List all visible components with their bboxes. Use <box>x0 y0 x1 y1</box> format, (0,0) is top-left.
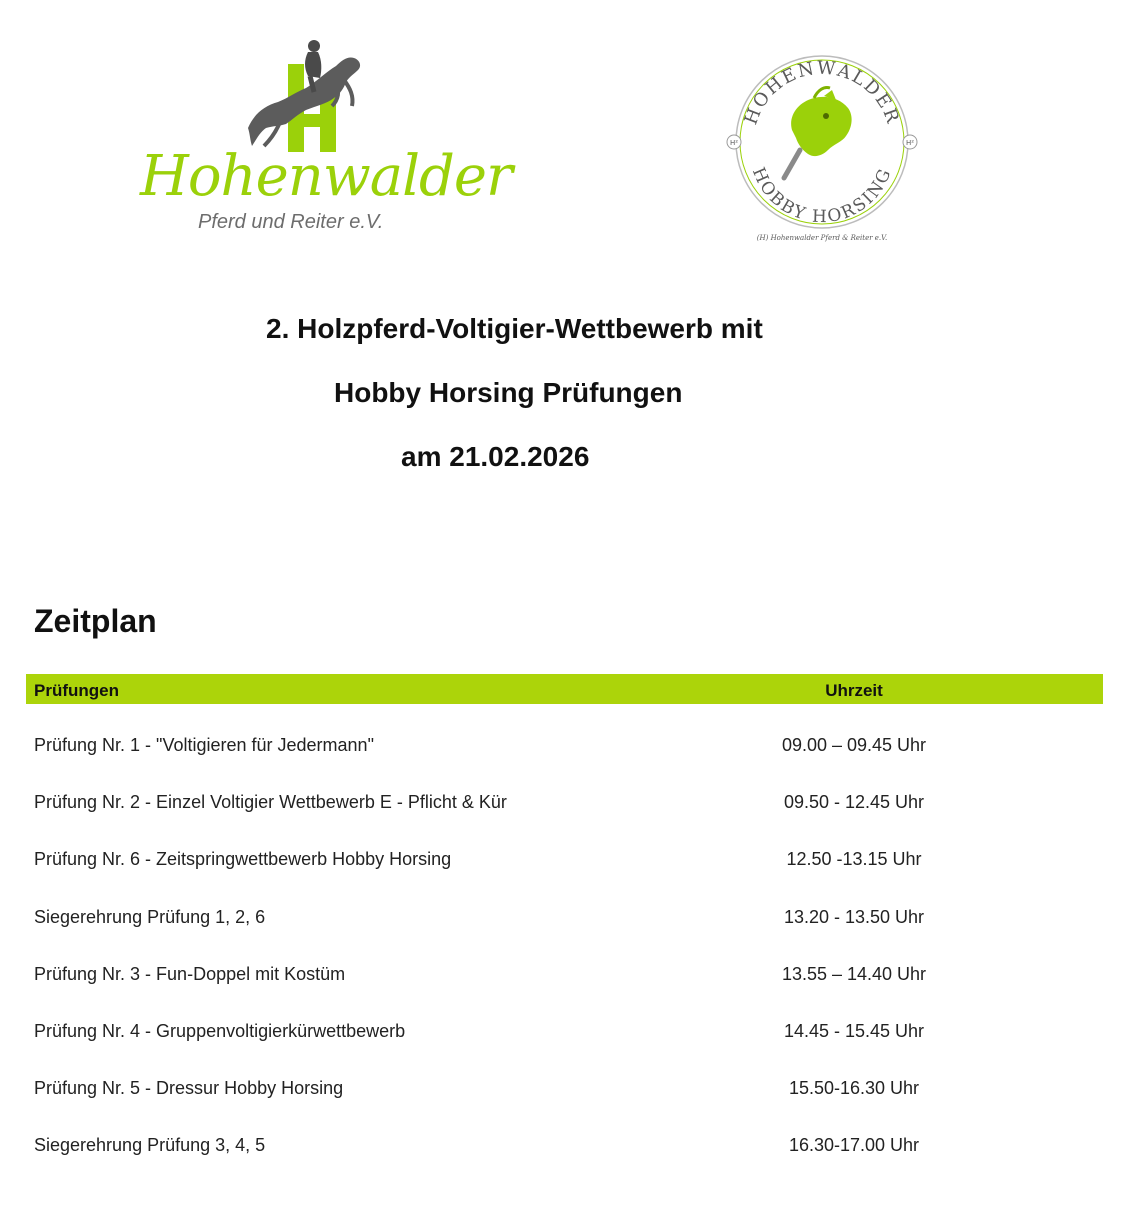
schedule-heading: Zeitplan <box>34 603 157 639</box>
table-row <box>0 1019 1126 1076</box>
event-name: Prüfung Nr. 3 - Fun-Doppel mit Kostüm <box>34 963 346 984</box>
club-logo-name: Hohenwalder <box>140 144 512 209</box>
event-time: 14.45 - 15.45 Uhr <box>783 1020 925 1041</box>
table-row <box>0 847 1126 904</box>
event-time: 09.50 - 12.45 Uhr <box>783 792 925 813</box>
club-logo <box>140 36 512 241</box>
seal-footer: (H) Hohenwalder Pferd & Reiter e.V. <box>756 234 888 242</box>
event-date: am 21.02.2026 <box>401 441 590 472</box>
event-title-line-1: 2. Holzpferd-Voltigier-Wettbewerb mit <box>266 313 763 344</box>
svg-text:HOBBY HORSING <box>748 165 896 228</box>
seal-graphic <box>722 50 922 245</box>
schedule-table-body <box>0 733 1126 1191</box>
event-time: 15.50-16.30 Uhr <box>788 1078 920 1099</box>
event-name: Prüfung Nr. 2 - Einzel Voltigier Wettbewerb E - Pflicht & Kür <box>34 792 507 813</box>
seal-badge-right: H² <box>905 139 915 147</box>
table-row <box>0 905 1126 962</box>
table-row <box>0 962 1126 1019</box>
seal-badge-left: H² <box>729 139 739 147</box>
table-row <box>0 1076 1126 1133</box>
hobby-horsing-seal <box>722 50 922 245</box>
event-name: Prüfung Nr. 4 - Gruppenvoltigierkürwettbewerb <box>34 1020 406 1041</box>
event-time: 16.30-17.00 Uhr <box>788 1135 920 1156</box>
table-row <box>0 733 1126 790</box>
table-row <box>0 790 1126 847</box>
hobby-horse-icon <box>784 87 852 178</box>
event-name: Prüfung Nr. 1 - "Voltigieren für Jedermann" <box>34 735 374 755</box>
event-name: Siegerehrung Prüfung 1, 2, 6 <box>34 906 266 927</box>
event-title-line-2: Hobby Horsing Prüfungen <box>334 377 683 408</box>
event-time: 13.20 - 13.50 Uhr <box>783 906 925 927</box>
seal-bottom-text: HOBBY HORSING <box>747 164 897 228</box>
event-name: Prüfung Nr. 5 - Dressur Hobby Horsing <box>34 1078 344 1099</box>
seal-top-text: HOHENWALDER <box>740 57 904 128</box>
event-name: Siegerehrung Prüfung 3, 4, 5 <box>34 1135 266 1156</box>
event-time: 09.00 – 09.45 Uhr <box>781 735 927 755</box>
club-logo-subtitle: Pferd und Reiter e.V. <box>198 211 384 233</box>
column-header-event: Prüfungen <box>34 681 119 700</box>
column-header-time: Uhrzeit <box>825 681 883 700</box>
event-time: 13.55 – 14.40 Uhr <box>781 963 927 984</box>
schedule-table-header <box>26 674 1103 704</box>
event-name: Prüfung Nr. 6 - Zeitspringwettbewerb Hobby Horsing <box>34 849 452 870</box>
horse-jumper-icon <box>240 36 370 156</box>
event-time: 12.50 -13.15 Uhr <box>786 849 922 870</box>
table-row <box>0 1133 1126 1190</box>
